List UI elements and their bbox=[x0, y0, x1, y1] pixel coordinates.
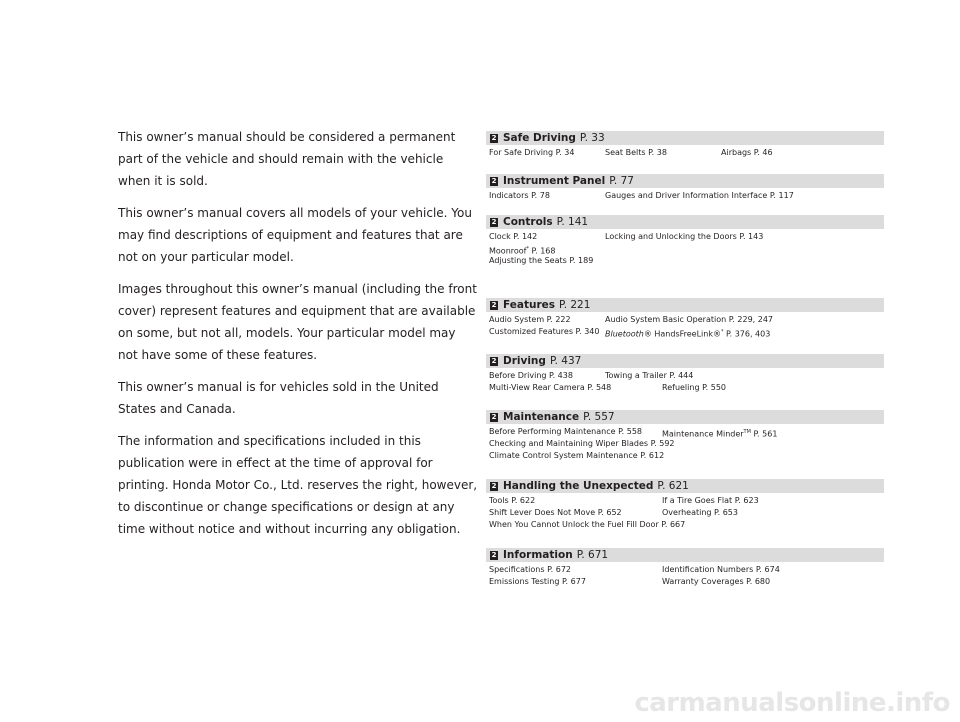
chapter-arrow-icon: 2 bbox=[491, 300, 497, 309]
chapter-arrow-icon: 2 bbox=[491, 133, 497, 142]
section-page[interactable]: P. 221 bbox=[559, 299, 591, 311]
intro-paragraph: The information and specifications included in this publication were in effect at the time of approval for printing. Honda Motor Co., Ltd. reserves the right, however, to discontinue or change specifications or design at any time without notice and without incurring any obligation. bbox=[118, 434, 478, 536]
toc-link[interactable]: Customized Features P. 340 bbox=[489, 327, 600, 336]
toc-section-header[interactable] bbox=[486, 548, 884, 562]
intro-paragraph: This owner’s manual covers all models of your vehicle. You may find descriptions of equipment and features that are not on your particular model. bbox=[118, 206, 472, 264]
toc-section-header[interactable] bbox=[486, 131, 884, 145]
toc-link[interactable]: Emissions Testing P. 677 bbox=[489, 577, 586, 586]
toc-link[interactable]: Climate Control System Maintenance P. 612 bbox=[489, 451, 665, 460]
section-title[interactable]: Handling the Unexpected bbox=[503, 480, 654, 492]
toc-link[interactable]: Overheating P. 653 bbox=[662, 508, 738, 517]
section-page[interactable]: P. 671 bbox=[576, 549, 609, 561]
chapter-arrow-icon: 2 bbox=[491, 217, 497, 226]
chapter-arrow-icon: 2 bbox=[491, 550, 497, 559]
toc-link[interactable]: Moonroof* P. 168 bbox=[489, 246, 556, 256]
toc-section-instrument-panel bbox=[486, 174, 884, 202]
intro-paragraph: This owner’s manual is for vehicles sold in the United States and Canada. bbox=[118, 380, 439, 416]
toc-link[interactable]: Audio System Basic Operation P. 229, 247 bbox=[605, 315, 774, 324]
intro-text bbox=[118, 126, 478, 550]
section-page[interactable]: P. 33 bbox=[579, 132, 605, 144]
toc-section-header[interactable] bbox=[486, 215, 884, 229]
toc-link[interactable]: Gauges and Driver Information Interface P. 117 bbox=[605, 191, 794, 200]
toc-link[interactable]: Adjusting the Seats P. 189 bbox=[489, 256, 594, 265]
toc-section-information bbox=[486, 548, 884, 588]
chapter-arrow-icon: 2 bbox=[491, 481, 497, 490]
toc-link[interactable]: Warranty Coverages P. 680 bbox=[662, 577, 771, 586]
toc-section-header[interactable] bbox=[486, 354, 884, 368]
section-title[interactable]: Instrument Panel bbox=[503, 175, 606, 187]
toc-section-handling-the-unexpected bbox=[486, 479, 884, 531]
section-title[interactable]: Information bbox=[503, 549, 573, 561]
toc-link[interactable]: Checking and Maintaining Wiper Blades P. 592 bbox=[489, 439, 675, 448]
toc-link[interactable]: Towing a Trailer P. 444 bbox=[605, 371, 694, 380]
section-page[interactable]: P. 557 bbox=[583, 411, 615, 423]
toc-link[interactable]: Airbags P. 46 bbox=[721, 148, 773, 157]
section-title[interactable]: Controls bbox=[503, 216, 553, 228]
chapter-arrow-icon: 2 bbox=[491, 176, 497, 185]
toc-section-maintenance bbox=[486, 410, 884, 462]
toc-section-controls bbox=[486, 215, 884, 267]
toc-link[interactable]: Multi-View Rear Camera P. 548 bbox=[489, 383, 612, 392]
toc-link[interactable]: If a Tire Goes Flat P. 623 bbox=[662, 496, 759, 505]
toc-link[interactable]: Before Performing Maintenance P. 558 bbox=[489, 427, 643, 436]
section-page[interactable]: P. 621 bbox=[657, 480, 689, 492]
toc-section-header[interactable] bbox=[486, 410, 884, 424]
section-page[interactable]: P. 77 bbox=[609, 175, 634, 187]
section-title[interactable]: Driving bbox=[503, 355, 546, 367]
toc-link[interactable]: For Safe Driving P. 34 bbox=[489, 148, 575, 157]
toc-link[interactable]: Indicators P. 78 bbox=[489, 191, 550, 200]
intro-paragraph: This owner’s manual should be considered a permanent part of the vehicle and should remain with the vehicle when it is sold. bbox=[118, 130, 456, 188]
section-page[interactable]: P. 437 bbox=[549, 355, 582, 367]
toc-link[interactable]: Maintenance Minder™ P. 561 bbox=[662, 429, 778, 439]
toc-link[interactable]: Refueling P. 550 bbox=[662, 383, 726, 392]
toc-link[interactable]: Clock P. 142 bbox=[489, 232, 538, 241]
toc-section-header[interactable] bbox=[486, 479, 884, 493]
toc-section-header[interactable] bbox=[486, 174, 884, 188]
toc-section-safe-driving bbox=[486, 131, 884, 159]
toc-section-features bbox=[486, 298, 884, 338]
toc-link[interactable]: Before Driving P. 438 bbox=[489, 371, 573, 380]
toc-link[interactable]: Identification Numbers P. 674 bbox=[662, 565, 780, 574]
toc-link[interactable]: Shift Lever Does Not Move P. 652 bbox=[489, 508, 622, 517]
section-title[interactable]: Safe Driving bbox=[503, 132, 576, 144]
toc-link[interactable]: Bluetooth® HandsFreeLink®* P. 376, 403 bbox=[605, 329, 771, 339]
toc-link[interactable]: When You Cannot Unlock the Fuel Fill Door P. 667 bbox=[489, 520, 686, 529]
section-page[interactable]: P. 141 bbox=[556, 216, 589, 228]
chapter-arrow-icon: 2 bbox=[491, 412, 497, 421]
chapter-arrow-icon: 2 bbox=[491, 356, 497, 365]
toc-link[interactable]: Tools P. 622 bbox=[489, 496, 536, 505]
toc-link[interactable]: Seat Belts P. 38 bbox=[605, 148, 667, 157]
intro-paragraph: Images throughout this owner’s manual (including the front cover) represent features and equipment that are available on some, but not all, models. Your particular model may not have some of these features. bbox=[118, 282, 477, 362]
section-title[interactable]: Features bbox=[503, 299, 555, 311]
toc-section-driving bbox=[486, 354, 884, 394]
toc-link[interactable]: Locking and Unlocking the Doors P. 143 bbox=[605, 232, 764, 241]
section-title[interactable]: Maintenance bbox=[503, 411, 580, 423]
toc-section-header[interactable] bbox=[486, 298, 884, 312]
toc-link[interactable]: Specifications P. 672 bbox=[489, 565, 572, 574]
toc-link[interactable]: Audio System P. 222 bbox=[489, 315, 571, 324]
watermark: carmanualsonline.info bbox=[634, 688, 950, 718]
